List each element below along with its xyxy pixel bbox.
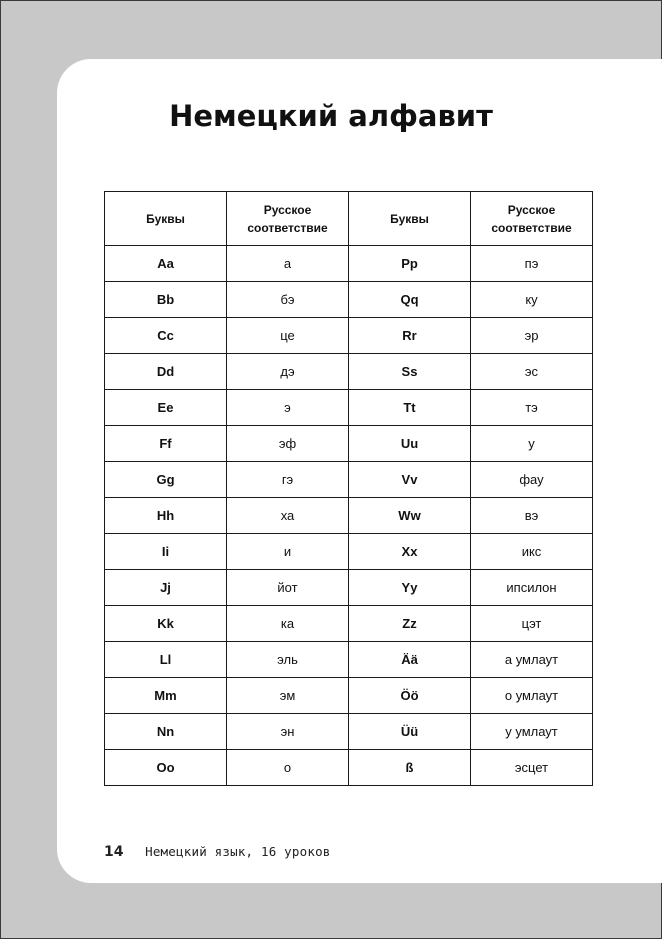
header-russian-right	[471, 192, 593, 246]
table-row	[105, 282, 593, 318]
letter-cell-left: Ii	[105, 534, 227, 570]
table-row	[105, 318, 593, 354]
table-row	[105, 498, 593, 534]
russian-cell-right: тэ	[471, 390, 593, 426]
table-row	[105, 642, 593, 678]
russian-cell-left: бэ	[227, 282, 349, 318]
russian-cell-left: эм	[227, 678, 349, 714]
table-row	[105, 750, 593, 786]
russian-cell-left: э	[227, 390, 349, 426]
table-row	[105, 354, 593, 390]
table-row	[105, 534, 593, 570]
letter-cell-right: Yy	[349, 570, 471, 606]
letter-cell-left: Oo	[105, 750, 227, 786]
table-row	[105, 714, 593, 750]
alphabet-table	[104, 191, 593, 786]
russian-cell-left: йот	[227, 570, 349, 606]
russian-cell-left: це	[227, 318, 349, 354]
letter-cell-right: Uu	[349, 426, 471, 462]
russian-cell-right: а умлаут	[471, 642, 593, 678]
russian-cell-left: эн	[227, 714, 349, 750]
header-russian-right-text: Русское соответствие	[491, 202, 572, 235]
table-row	[105, 678, 593, 714]
letter-cell-left: Jj	[105, 570, 227, 606]
russian-cell-right: у	[471, 426, 593, 462]
letter-cell-left: Bb	[105, 282, 227, 318]
table-row	[105, 606, 593, 642]
page-footer	[104, 844, 331, 860]
russian-cell-left: эф	[227, 426, 349, 462]
letter-cell-right: Üü	[349, 714, 471, 750]
letter-cell-left: Gg	[105, 462, 227, 498]
letter-cell-left: Ff	[105, 426, 227, 462]
header-russian-left-text: Русское соответствие	[247, 202, 328, 235]
page-number: 14	[104, 844, 124, 860]
russian-cell-right: ипсилон	[471, 570, 593, 606]
russian-cell-right: у умлаут	[471, 714, 593, 750]
letter-cell-left: Cc	[105, 318, 227, 354]
russian-cell-right: о умлаут	[471, 678, 593, 714]
russian-cell-left: гэ	[227, 462, 349, 498]
table-row	[105, 246, 593, 282]
header-russian-left	[227, 192, 349, 246]
letter-cell-left: Hh	[105, 498, 227, 534]
russian-cell-left: а	[227, 246, 349, 282]
letter-cell-right: Zz	[349, 606, 471, 642]
russian-cell-left: и	[227, 534, 349, 570]
letter-cell-right: Tt	[349, 390, 471, 426]
letter-cell-right: Qq	[349, 282, 471, 318]
russian-cell-right: цэт	[471, 606, 593, 642]
russian-cell-left: о	[227, 750, 349, 786]
table-row	[105, 426, 593, 462]
russian-cell-right: пэ	[471, 246, 593, 282]
russian-cell-right: эр	[471, 318, 593, 354]
letter-cell-right: Ww	[349, 498, 471, 534]
russian-cell-left: дэ	[227, 354, 349, 390]
letter-cell-right: Ss	[349, 354, 471, 390]
letter-cell-left: Aa	[105, 246, 227, 282]
russian-cell-left: эль	[227, 642, 349, 678]
header-letters-right: Буквы	[349, 192, 471, 246]
alphabet-table-body	[105, 246, 593, 786]
russian-cell-right: эсцет	[471, 750, 593, 786]
letter-cell-right: Xx	[349, 534, 471, 570]
letter-cell-right: Vv	[349, 462, 471, 498]
letter-cell-left: Ee	[105, 390, 227, 426]
russian-cell-right: фау	[471, 462, 593, 498]
table-row	[105, 390, 593, 426]
letter-cell-right: Ää	[349, 642, 471, 678]
letter-cell-left: Nn	[105, 714, 227, 750]
russian-cell-right: эс	[471, 354, 593, 390]
russian-cell-left: ка	[227, 606, 349, 642]
book-title: Немецкий язык, 16 уроков	[145, 844, 331, 859]
letter-cell-left: Dd	[105, 354, 227, 390]
letter-cell-right: ß	[349, 750, 471, 786]
letter-cell-right: Öö	[349, 678, 471, 714]
russian-cell-right: вэ	[471, 498, 593, 534]
table-row	[105, 462, 593, 498]
russian-cell-right: икс	[471, 534, 593, 570]
table-header-row	[105, 192, 593, 246]
letter-cell-right: Pp	[349, 246, 471, 282]
header-letters-left: Буквы	[105, 192, 227, 246]
russian-cell-right: ку	[471, 282, 593, 318]
letter-cell-left: Kk	[105, 606, 227, 642]
russian-cell-left: ха	[227, 498, 349, 534]
page-title: Немецкий алфавит	[169, 99, 493, 133]
letter-cell-left: Mm	[105, 678, 227, 714]
letter-cell-right: Rr	[349, 318, 471, 354]
table-row	[105, 570, 593, 606]
letter-cell-left: Ll	[105, 642, 227, 678]
